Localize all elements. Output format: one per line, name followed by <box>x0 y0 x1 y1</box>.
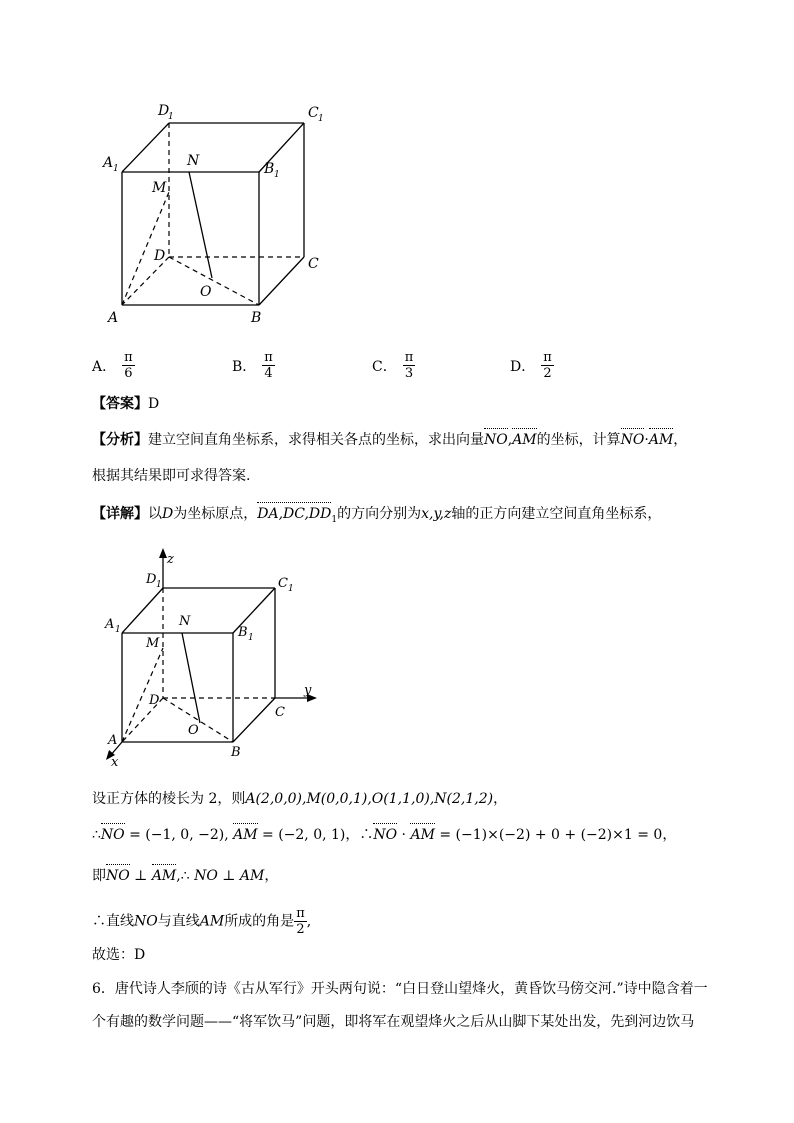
svg-text:A: A <box>105 617 115 632</box>
svg-text:1: 1 <box>318 114 324 124</box>
svg-text:O: O <box>188 723 199 738</box>
svg-text:B: B <box>231 745 241 760</box>
axis-y-label: y <box>304 683 312 698</box>
fraction: $\frac{\pi}{4}$ <box>264 350 273 381</box>
option-c[interactable]: C． $\frac{\pi}{3}$ <box>372 350 414 381</box>
cube-figure-1 <box>100 95 340 330</box>
label-A1: A <box>103 155 114 171</box>
svg-text:D: D <box>146 572 157 587</box>
svg-text:1: 1 <box>115 625 121 635</box>
label-O: O <box>200 284 212 300</box>
question-6-line-1: 6．唐代诗人李颀的诗《古从军行》开头两句说：“白日登山望烽火，黄昏饮马傍交河.”诗中隐含着一 <box>92 981 708 997</box>
svg-text:1: 1 <box>248 633 254 643</box>
label-D: D <box>154 248 166 264</box>
question-6-line-2: 个有趣的数学问题——“将军饮马”问题，即将军在观望烽火之后从山脚下某处出发，先到河边饮马 <box>92 1014 695 1030</box>
cube-figure-2 <box>100 545 330 770</box>
svg-text:A: A <box>108 733 118 748</box>
fraction: $\frac{\pi}{2}$ <box>543 350 552 381</box>
option-b[interactable]: B． $\frac{\pi}{4}$ <box>232 350 273 381</box>
svg-text:D: D <box>149 693 160 708</box>
svg-text:B: B <box>238 625 248 640</box>
axis-z-label: z <box>167 552 174 567</box>
detail-line: 【详解】以D为坐标原点，$DA,DC,DD_1$的方向分别为x,y,z轴的正方向建立空间直角坐标系， <box>92 506 662 525</box>
label-A: A <box>108 310 119 326</box>
fraction: $\frac{\pi}{2}$ <box>296 906 305 937</box>
label-M: M <box>152 180 167 196</box>
svg-text:N: N <box>179 614 191 629</box>
label-B: B <box>251 310 262 326</box>
label-N: N <box>187 153 200 169</box>
solution-line-2: ∴NO = (−1, 0, −2), AM = (−2, 0, 1)，∴NO · AM = (−1)×(−2) + 0 + (−2)×1 = 0， <box>92 827 677 843</box>
svg-text:1: 1 <box>288 584 294 594</box>
fraction: $\frac{\pi}{6}$ <box>124 350 133 381</box>
svg-text:C: C <box>275 705 285 720</box>
analysis-line-2: 根据其结果即可求得答案. <box>92 468 251 484</box>
analysis-line: 【分析】建立空间直角坐标系，求得相关各点的坐标，求出向量NO,AM的坐标，计算NO·AM， <box>92 432 688 448</box>
svg-text:1: 1 <box>168 112 174 122</box>
svg-text:C: C <box>278 576 288 591</box>
svg-text:M: M <box>146 636 160 651</box>
solution-line-5: 故选：D <box>92 947 146 963</box>
svg-text:1: 1 <box>274 170 280 180</box>
svg-text:1: 1 <box>113 164 119 174</box>
answer-line: 【答案】D <box>92 396 160 412</box>
label-B1: B <box>264 161 275 177</box>
svg-text:1: 1 <box>156 580 162 590</box>
fraction: $\frac{\pi}{3}$ <box>404 350 414 381</box>
solution-line-4: ∴直线NO与直线AM所成的角是 $\frac{\pi}{2}$ , <box>92 906 312 937</box>
option-d[interactable]: D． $\frac{\pi}{2}$ <box>510 350 552 381</box>
option-a[interactable]: A． $\frac{\pi}{6}$ <box>92 350 133 381</box>
label-C1: C <box>308 105 319 121</box>
label-C: C <box>308 256 319 272</box>
label-D1: D <box>158 103 170 119</box>
solution-line-1: 设正方体的棱长为 2，则A(2,0,0),M(0,0,1),O(1,1,0),N(2,1,2)， <box>92 791 508 807</box>
axis-x-label: x <box>111 755 119 770</box>
solution-line-3: 即NO ⊥ AM,∴ NO ⊥ AM， <box>92 868 279 884</box>
